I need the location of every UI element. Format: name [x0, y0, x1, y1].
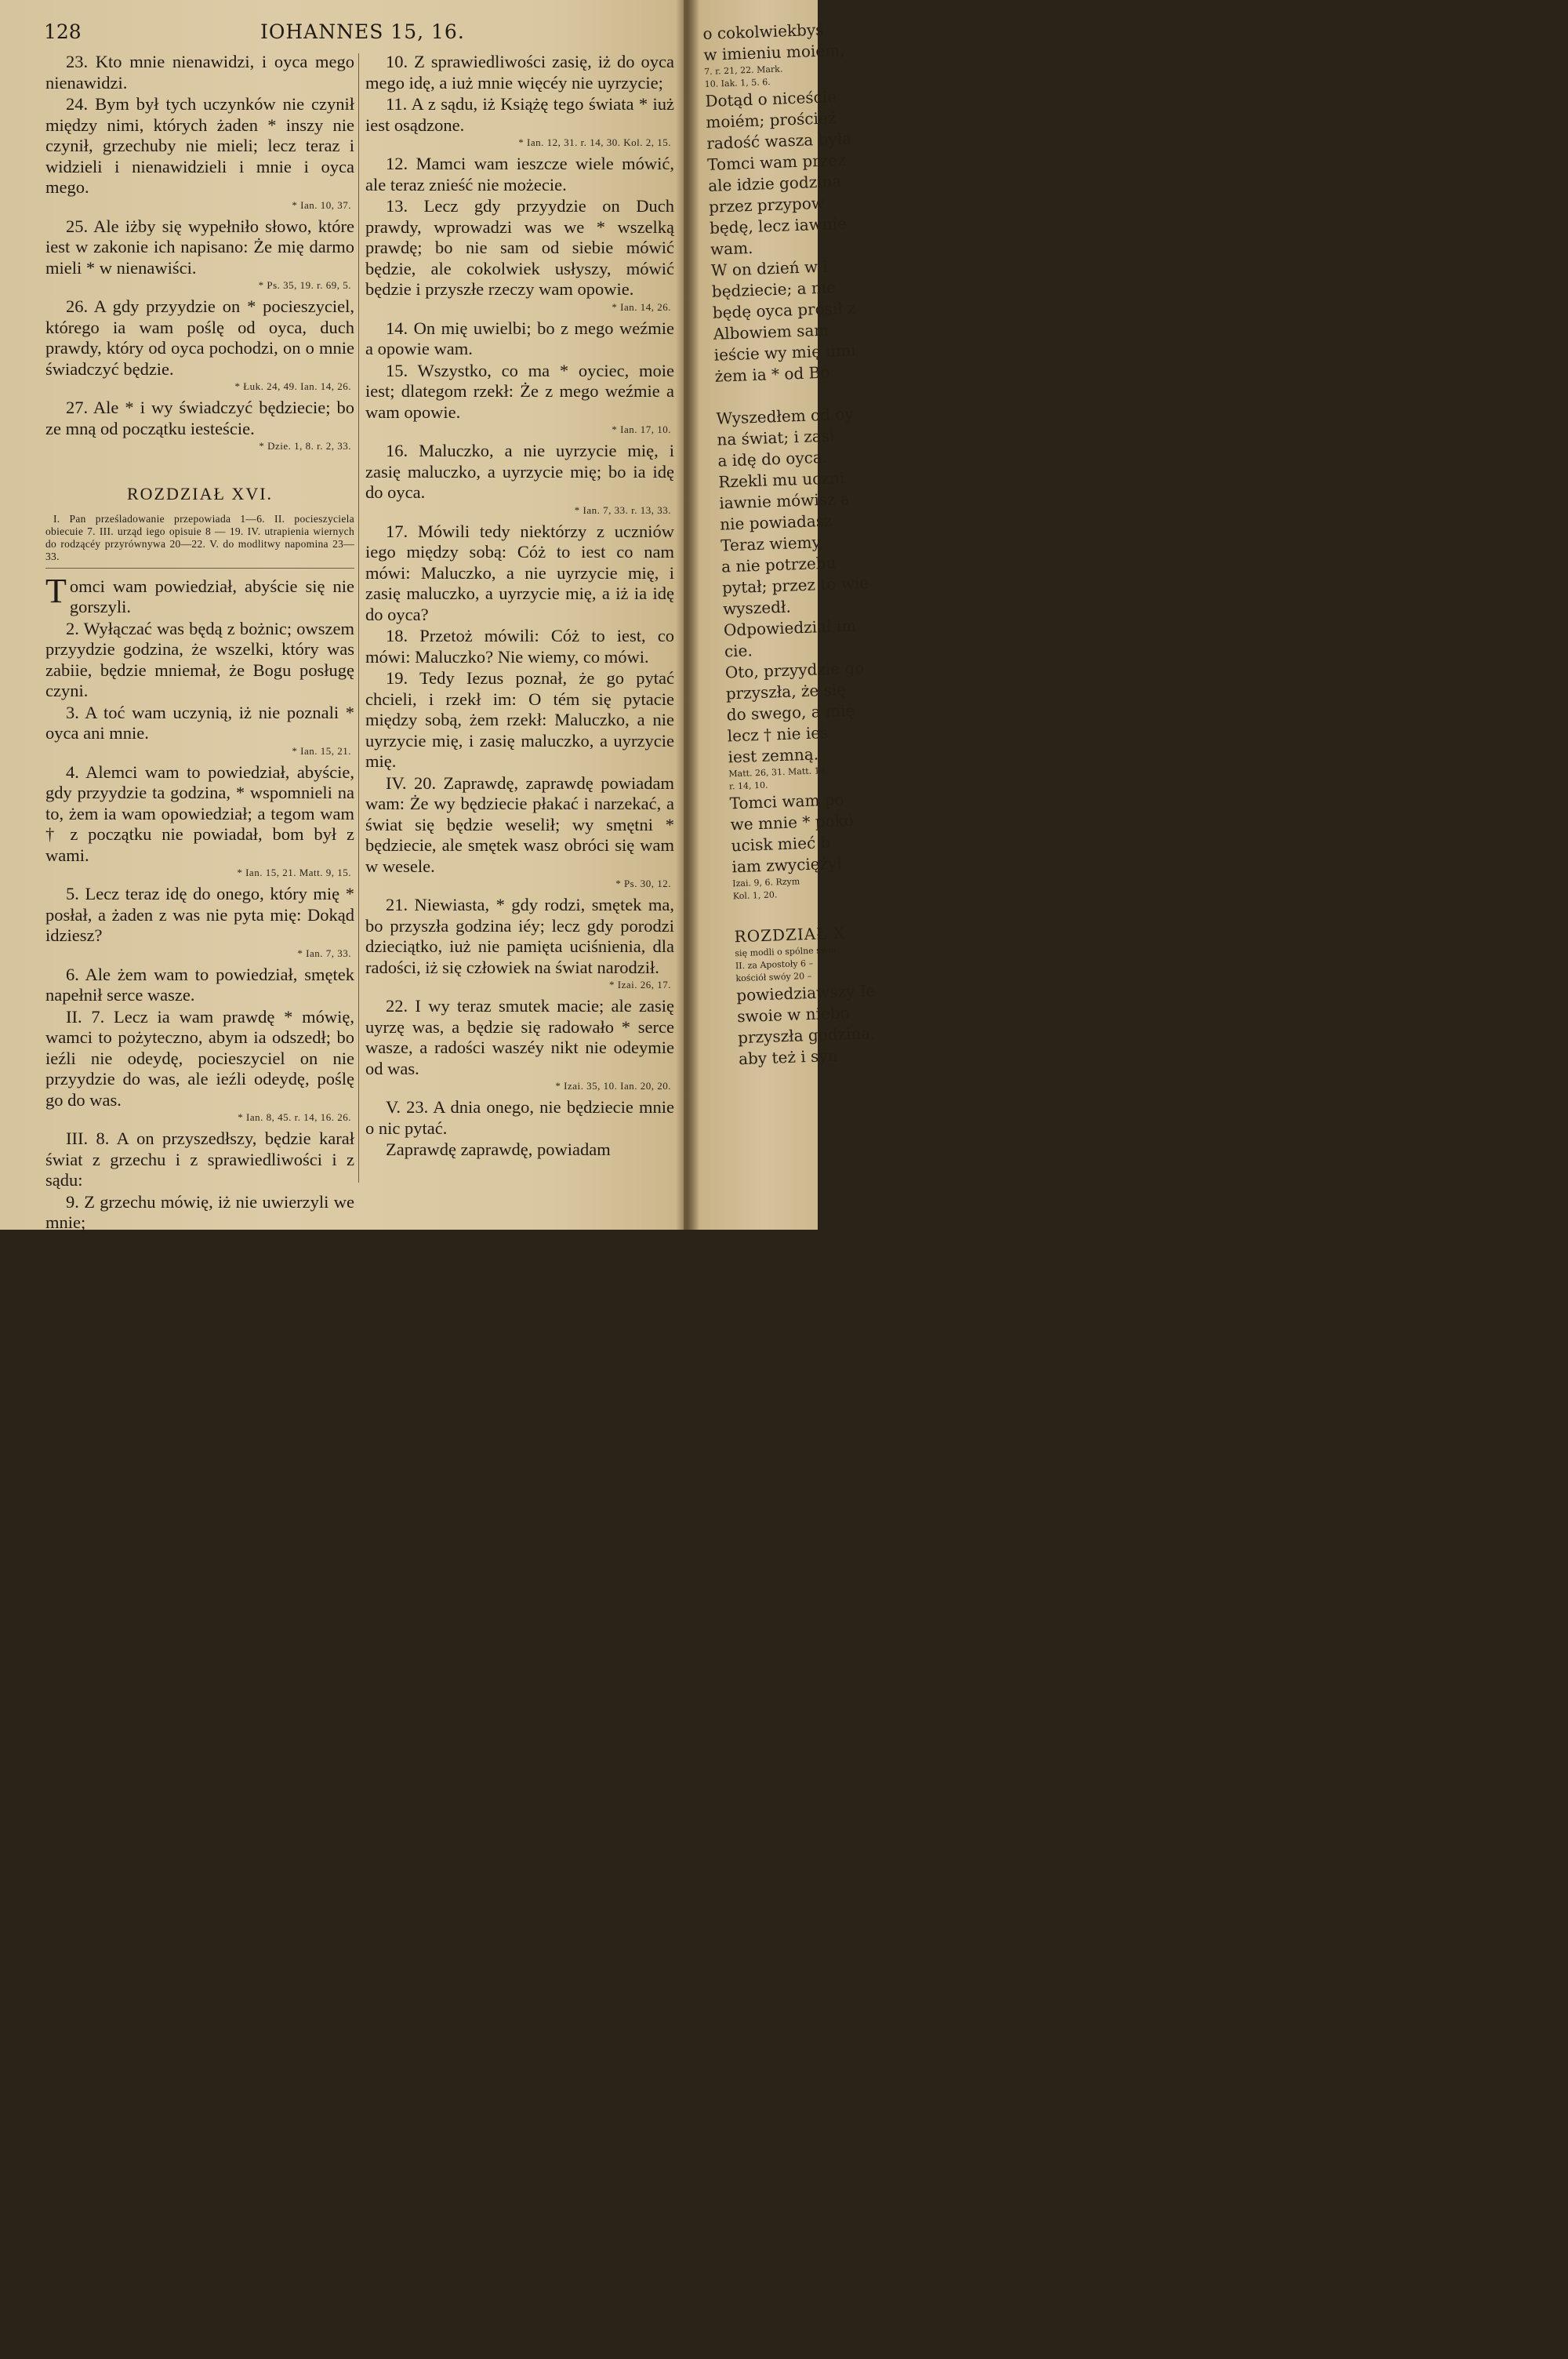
verse-16-23-continued: Zaprawdę zaprawdę, powiadam — [386, 1140, 611, 1159]
page-header — [44, 20, 671, 52]
verse-15-26: 26. A gdy przyydzie on * pocieszyciel, którego ia wam poślę od oyca, duch prawdy, który od oyca pochodzi, on o mnie świadczyć będzie. — [45, 296, 354, 379]
verse-16-19: 19. Tedy Iezus poznał, że go pytać chcieli, i rzekł im: O tém się pytacie między sobą, żem rzekł: Maluczko, a nie uyrzycie mię, i zasię maluczko, a uyrzycie mię. — [365, 668, 674, 771]
facing-page-line: Kol. 1, 20. — [732, 889, 778, 902]
facing-page-line: moiém; prościeź — [705, 108, 837, 132]
verse-16-18: 18. Przetoż mówili: Cóż to iest, co mówi: Maluczko? Nie wiemy, co mówi. — [365, 626, 674, 667]
cross-reference: * Ian. 10, 37. — [292, 198, 351, 211]
verse-15-27: 27. Ale * i wy świadczyć będziecie; bo ze mną od początku iesteście. — [45, 398, 354, 438]
facing-page-line: r. 14, 10. — [728, 780, 768, 792]
facing-page-line: swoie w niebo — [736, 1003, 851, 1027]
facing-page-line: 10. Iak. 1, 5. 6. — [704, 77, 771, 89]
verse-16-11: 11. A z sądu, iż Książę tego świata * iuż iest osądzone. — [365, 94, 674, 135]
verse-16-14: 14. On mię uwielbi; bo z mego weźmie a opowie wam. — [365, 318, 674, 358]
facing-page-line: powiedziawszy Ie — [735, 981, 876, 1005]
facing-page-line: Oto, przyydzie go — [724, 658, 865, 682]
verse-16-7: II. 7. Lecz ia wam prawdę * mówię, wamci to pożyteczno, abym ia odszedł; bo ieźli nie odeydę, pocieszyciel on nie przyydzie do was, ale ieźli odeydę, poślę go do was. — [45, 1006, 354, 1110]
chapter-title: ROZDZIAŁ XVI. — [126, 484, 274, 503]
cross-reference: * Ian. 17, 10. — [612, 423, 671, 435]
running-head: IOHANNES 15, 16. — [260, 20, 465, 43]
verse-16-2: 2. Wyłączać was będą z bożnic; owszem przyydzie godzina, że wszelki, który was zabiie, będzie mniemał, że Bogu posługę czyni. — [45, 618, 354, 700]
verse-15-25: 25. Ale iżby się wypełniło słowo, które iest w zakonie ich napisano: Że mię darmo mieli * w nienawiści. — [45, 216, 354, 278]
facing-page-line: aby też i syn — [738, 1045, 838, 1069]
book-page — [0, 0, 690, 1230]
facing-page-line: nie powiadasz — [719, 511, 833, 534]
verse-16-4: 4. Alemci wam to powiedział, abyście, gdy przyydzie ta godzina, * wspomnieli na to, żem ia wam opowiedział; a tegom wam † z początku nie powiadał, bom był z wami. — [45, 761, 354, 865]
cross-reference: * Ian. 15, 21. — [292, 744, 351, 757]
facing-page-line: ucisk mieć b — [731, 832, 831, 856]
verse-16-12: 12. Mamci wam ieszcze wiele mówić, ale teraz znieść nie możecie. — [365, 154, 674, 194]
verse-16-10: 10. Z sprawiedliwości zasię, iż do oyca mego idę, a iuż mnie więcéy nie uyrzycie; — [365, 52, 674, 93]
verse-16-17: 17. Mówili tedy niektórzy z uczniów iego między sobą: Cóż to iest co nam mówi: Maluczko, a nie uyrzycie mię, i zasię maluczko, a uyrzycie mię, a iż ia idę do oyca? — [365, 521, 674, 624]
facing-page-line: Matt. 26, 31. Matt. 14, — [728, 765, 829, 780]
verse-16-1 — [45, 571, 354, 618]
page-number: 128 — [44, 20, 82, 43]
facing-page-line: Tomci wam przez — [706, 150, 846, 174]
facing-page-line: będę, lecz iawnie — [709, 213, 848, 238]
cross-reference: * Ian. 7, 33. r. 13, 33. — [574, 503, 671, 516]
cross-reference: * Izai. 35, 10. Ian. 20, 20. — [555, 1080, 671, 1092]
cross-reference: * Ps. 35, 19. r. 69, 5. — [258, 279, 351, 291]
verse-16-9: 9. Z grzechu mówię, iż nie uwierzyli we mnie; — [45, 1191, 354, 1232]
facing-page-line: pytał; przez to wie — [721, 573, 869, 598]
facing-page-line: wam. — [710, 238, 753, 259]
facing-page-line: przyszła godzina, — [737, 1023, 876, 1048]
cross-reference: * Ian. 14, 26. — [612, 300, 671, 313]
facing-page-line: lecz † nie ies — [727, 722, 829, 746]
facing-page-line: 7. r. 21, 22. Mark. — [703, 64, 783, 77]
facing-page-line: Albowiem sam — [713, 320, 829, 343]
facing-page-line: iawnie mówisz a — [718, 489, 851, 513]
facing-page-line: a nie potrzebu — [720, 553, 837, 576]
facing-page-line: kościół swóy 20 – — [735, 970, 812, 984]
facing-page-line: się modli o spólne swoi — [735, 944, 837, 959]
cross-reference: * Dzie. 1, 8. r. 2, 33. — [259, 440, 351, 452]
cross-reference: * Ps. 30, 12. — [615, 878, 671, 889]
facing-page-line: iest zemną. — [728, 744, 819, 767]
verse-16-8: III. 8. A on przyszedłszy, będzie karał świat z grzechu i z sprawiedliwości i z sądu: — [45, 1129, 354, 1190]
initial-letter: T — [45, 571, 67, 610]
facing-page-line: a idę do oyca. — [717, 447, 828, 471]
verse-16-22: 22. I wy teraz smutek macie; ale zasię uyrzę was, a będzie się radowało * serce wasze, a radości waszéy nikt nie odeymie od was. — [365, 996, 674, 1078]
facing-page-line: Rzekli mu uczni — [717, 468, 845, 492]
facing-page-line: Dotąd o niceście — [705, 87, 837, 111]
verse-16-13: 13. Lecz gdy przyydzie on Duch prawdy, wprowadzi was we * wszelką prawdę; bo nie sam od siebie mówić będzie, ale cokolwiek usłyszy, mówić będzie i przyszłe rzeczy wam opowie. — [365, 196, 674, 299]
facing-page-line: ROZDZIAŁ X — [734, 923, 846, 947]
column-divider — [358, 53, 359, 1183]
facing-page-line: przez przypow — [708, 193, 826, 216]
verse-15-24: 24. Bym był tych uczynków nie czynił między nimi, których żaden * inszy nie czynił, grzechuby nie mieli; lecz teraz i widzieli i nienawidzieli i mnie i oyca mego. — [45, 94, 354, 197]
facing-page-line: radość wasza była — [706, 129, 852, 153]
cross-reference: * Ian. 7, 33. — [297, 947, 351, 959]
right-column — [365, 52, 674, 1161]
cross-reference: * Izai. 26, 17. — [609, 979, 671, 990]
cross-reference: * Ian. 15, 21. Matt. 9, 15. — [237, 867, 351, 878]
facing-page-edge — [684, 0, 876, 1230]
verse-16-21: 21. Niewiasta, * gdy rodzi, smętek ma, bo przyszła godzina iéy; lecz gdy porodzi dzieciątko, iuż nie pamięta uciśnienia, dla radości, iż się człowiek na świat narodził. — [365, 895, 674, 977]
verse-16-1-text: omci wam powiedział, abyście się nie gorszyli. — [69, 576, 354, 616]
facing-page-line: na świat; i zasi — [717, 426, 835, 449]
cross-reference: * Łuk. 24, 49. Ian. 14, 26. — [234, 380, 351, 392]
facing-page-line: ieście wy mię umi — [713, 340, 856, 365]
cross-reference: * Ian. 8, 45. r. 14, 16. 26. — [238, 1111, 351, 1123]
facing-page-line: we mnie * pokó — [730, 810, 855, 834]
facing-page-line: do swego, a mię — [726, 700, 855, 725]
verse-16-6: 6. Ale żem wam to powiedział, smętek napełnił serce wasze. — [45, 964, 354, 1005]
facing-page-line: o cokolwiekbyś — [702, 20, 824, 43]
facing-page-line: w imieniu moiém, — [702, 40, 845, 64]
facing-page-line: wyszedł. — [722, 597, 792, 619]
facing-page-text — [702, 16, 974, 1070]
summary-divider — [45, 568, 354, 569]
verse-16-15: 15. Wszystko, co ma * oyciec, moie iest; dlategom rzekł: Że z mego weźmie a wam opowie. — [365, 360, 674, 422]
verse-16-16: 16. Maluczko, a nie uyrzycie mię, i zasię maluczko, a uyrzycie mię; bo ia idę do oyca. — [365, 441, 674, 502]
chapter-summary: I. Pan prześladowanie przepowiada 1—6. II. pocieszyciela obiecuie 7. III. urząd iego opisuie 8 — 19. IV. utrapienia wiernych do rodzącéy przyrównywa 20—22. V. do modlitwy napomina 23—33. — [45, 512, 354, 562]
facing-page-line: Teraz wiemy, — [720, 533, 824, 555]
facing-page-line: będę oyca prosił z — [712, 298, 857, 322]
facing-page-line: cie. — [724, 641, 753, 661]
facing-page-line: Wyszedłem od oy — [716, 404, 854, 428]
facing-page-line: przyszła, że się — [725, 680, 847, 703]
left-column — [45, 52, 354, 1234]
facing-page-line: Izai. 9, 6. Rzym — [732, 876, 800, 889]
facing-page-line: W on dzień w i — [710, 256, 829, 280]
facing-page-line: będziecie; a nie — [711, 278, 837, 301]
facing-page-line: Tomci wam po — [729, 790, 845, 813]
cross-reference: * Ian. 12, 31. r. 14, 30. Kol. 2, 15. — [518, 136, 671, 148]
verse-16-20: IV. 20. Zaprawdę, zaprawdę powiadam wam: Że wy będziecie płakać i narzekać, a świat się będzie weselił; wy smętni * będziecie, ale smętek wasz obróci się wam w wesele. — [365, 772, 674, 876]
facing-page-line: ale idzie godzina — [707, 171, 842, 195]
facing-page-line: iam zwyciężył — [731, 853, 843, 877]
book-gutter-shadow — [676, 0, 699, 1230]
facing-page-line: II. za Apostoły 6 – — [735, 958, 814, 972]
verse-16-5: 5. Lecz teraz idę do onego, który mię * posłał, a żaden z was nie pyta mię: Dokąd idziesz? — [45, 884, 354, 945]
verse-15-23: 23. Kto mnie nienawidzi, i oyca mego nienawidzi. — [45, 52, 354, 93]
facing-page-line: Odpowiedział im — [723, 616, 857, 640]
facing-page-line: żem ia * od Bo — [714, 362, 830, 386]
verse-16-23: V. 23. A dnia onego, nie będziecie mnie o nic pytać. — [365, 1097, 674, 1138]
verse-16-3: 3. A toć wam uczynią, iż nie poznali * oyca ani mnie. — [45, 702, 354, 743]
